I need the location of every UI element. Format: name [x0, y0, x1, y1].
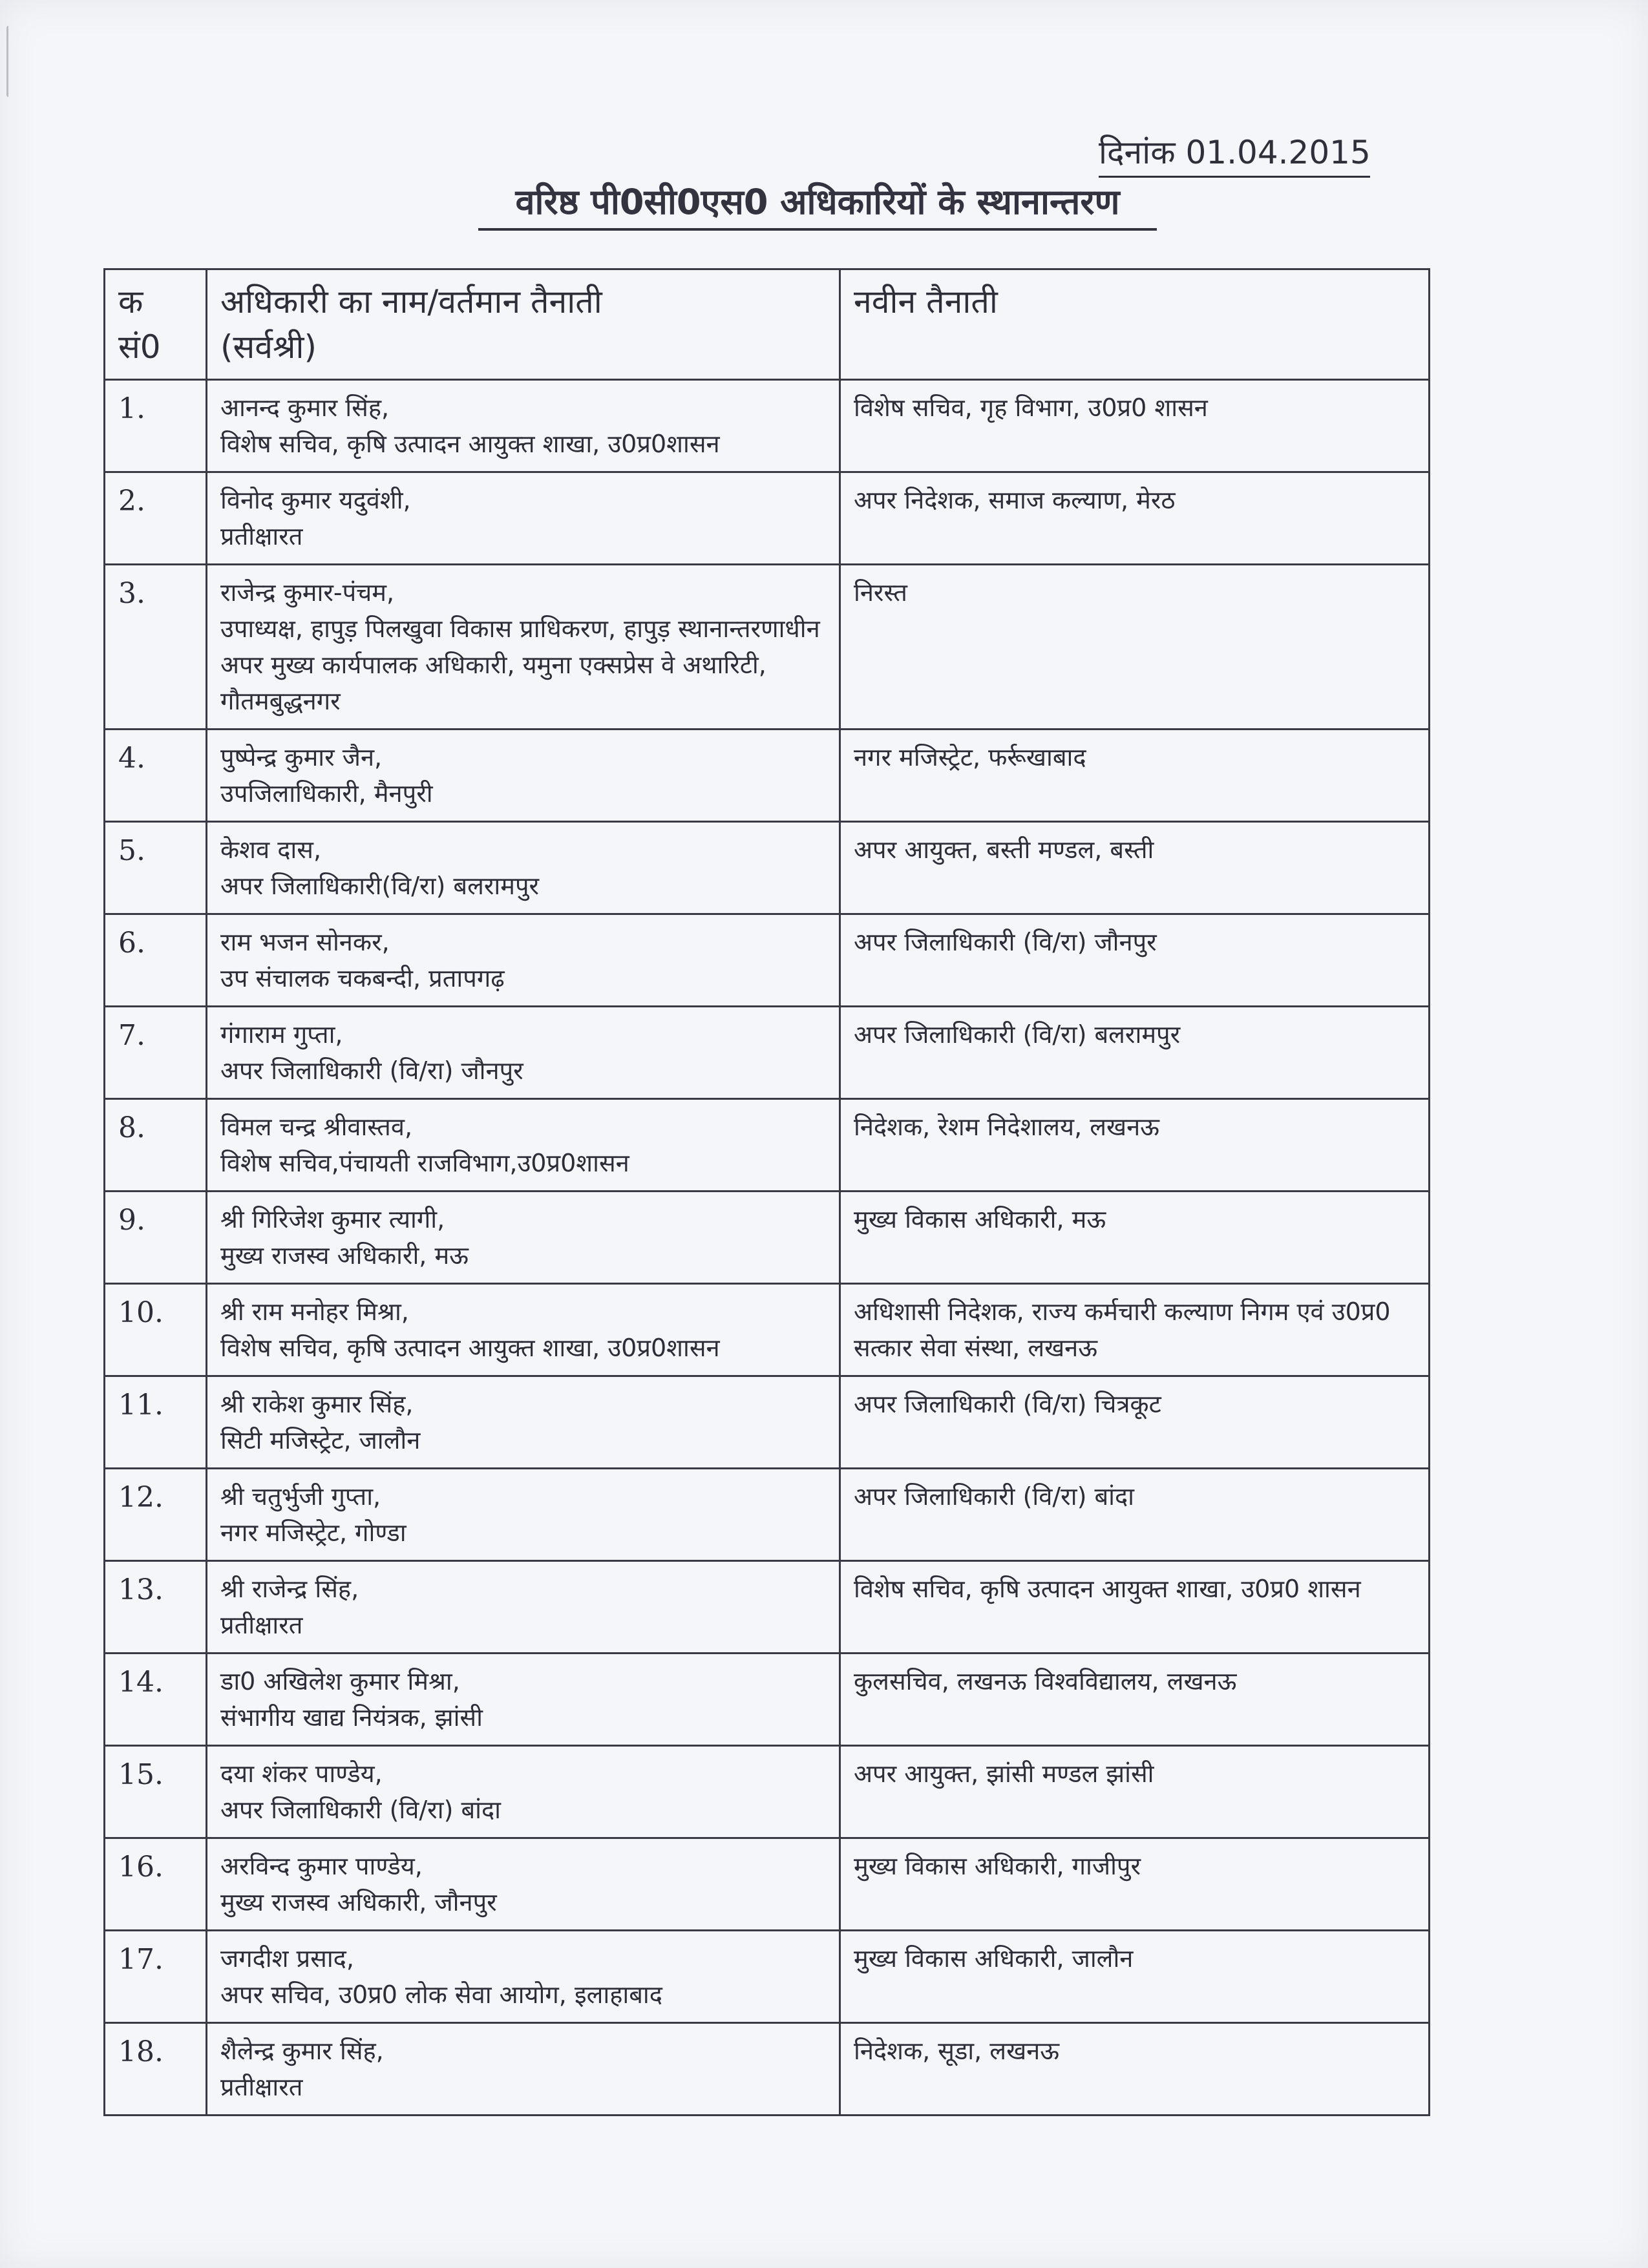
table-row: [105, 1561, 1430, 1654]
officer-cell: [207, 1099, 840, 1192]
officer-cell: [207, 472, 840, 565]
officer-cell-line: दया शंकर पाण्डेय,: [220, 1759, 383, 1788]
transfer-table: [103, 268, 1430, 2116]
officer-cell-line: श्री राम मनोहर मिश्रा,: [220, 1297, 409, 1326]
officer-cell: [207, 380, 840, 472]
officer-cell-line: पुष्पेन्द्र कुमार जैन,: [220, 743, 383, 772]
officer-cell: [207, 565, 840, 730]
officer-cell: [207, 1376, 840, 1469]
new-posting-cell-line: मुख्य विकास अधिकारी, जालौन: [854, 1944, 1134, 1973]
officer-cell-line: उपजिलाधिकारी, मैनपुरी: [220, 779, 433, 808]
serial-number-cell: 18.: [105, 2023, 207, 2116]
new-posting-cell-line: निदेशक, रेशम निदेशालय, लखनऊ: [854, 1113, 1160, 1141]
officer-cell-line: मुख्य राजस्व अधिकारी, जौनपुर: [220, 1888, 497, 1916]
officer-header-line-1: अधिकारी का नाम/वर्तमान तैनाती: [220, 283, 602, 320]
serial-header-line-2: सं0: [118, 328, 161, 366]
officer-cell-line: केशव दास,: [220, 835, 322, 864]
officer-header: [207, 269, 840, 380]
new-posting-cell-line: अपर आयुक्त, झांसी मण्डल झांसी: [854, 1759, 1154, 1788]
new-posting-cell-line: कुलसचिव, लखनऊ विश्वविद्यालय, लखनऊ: [854, 1667, 1237, 1696]
officer-cell-line: अपर जिलाधिकारी(वि/रा) बलरामपुर: [220, 872, 540, 900]
serial-number-cell: 5.: [105, 822, 207, 914]
officer-cell-line: उपाध्यक्ष, हापुड़ पिलखुवा विकास प्राधिकरण, हापुड़ स्थानान्तरणाधीन: [220, 614, 820, 643]
officer-cell-line: शैलेन्द्र कुमार सिंह,: [220, 2037, 384, 2065]
table-row: [105, 1654, 1430, 1746]
new-posting-cell-line: अपर जिलाधिकारी (वि/रा) बलरामपुर: [854, 1020, 1181, 1049]
new-posting-cell: [840, 2023, 1430, 2116]
table-row: [105, 822, 1430, 914]
new-posting-cell: [840, 1746, 1430, 1838]
new-posting-cell-line: अपर निदेशक, समाज कल्याण, मेरठ: [854, 486, 1176, 514]
new-posting-cell-line: अधिशासी निदेशक, राज्य कर्मचारी कल्याण निगम एवं उ0प्र0: [854, 1297, 1391, 1326]
officer-cell-line: विशेष सचिव, कृषि उत्पादन आयुक्त शाखा, उ0प्र0शासन: [220, 430, 720, 458]
table-row: [105, 914, 1430, 1007]
new-posting-cell-line: अपर जिलाधिकारी (वि/रा) जौनपुर: [854, 928, 1157, 956]
officer-cell: [207, 1654, 840, 1746]
table-row: [105, 1284, 1430, 1376]
new-posting-cell: [840, 1192, 1430, 1284]
officer-cell: [207, 914, 840, 1007]
table-row: [105, 1838, 1430, 1931]
new-posting-cell-line: सत्कार सेवा संस्था, लखनऊ: [854, 1334, 1098, 1362]
new-posting-cell: [840, 1561, 1430, 1654]
officer-cell-line: श्री चतुर्भुजी गुप्ता,: [220, 1482, 381, 1511]
table-row: [105, 1007, 1430, 1099]
officer-cell-line: विमल चन्द्र श्रीवास्तव,: [220, 1113, 413, 1141]
binder-hole-mark: [6, 26, 12, 97]
officer-cell-line: गौतमबुद्धनगर: [220, 687, 341, 715]
officer-cell: [207, 1192, 840, 1284]
officer-cell: [207, 730, 840, 822]
officer-cell-line: विशेष सचिव,पंचायती राजविभाग,उ0प्र0शासन: [220, 1149, 629, 1177]
new-posting-cell-line: नगर मजिस्ट्रेट, फर्रूखाबाद: [854, 743, 1086, 772]
officer-cell: [207, 1931, 840, 2023]
officer-cell-line: अपर जिलाधिकारी (वि/रा) जौनपुर: [220, 1056, 523, 1085]
new-posting-header: नवीन तैनाती: [840, 269, 1430, 380]
new-posting-cell: [840, 730, 1430, 822]
serial-number-cell: 10.: [105, 1284, 207, 1376]
new-posting-cell: [840, 1469, 1430, 1561]
serial-number-cell: 2.: [105, 472, 207, 565]
serial-number-header: [105, 269, 207, 380]
officer-cell-line: जगदीश प्रसाद,: [220, 1944, 354, 1973]
officer-cell-line: प्रतीक्षारत: [220, 522, 303, 551]
new-posting-cell-line: निदेशक, सूडा, लखनऊ: [854, 2037, 1060, 2065]
officer-cell: [207, 1838, 840, 1931]
new-posting-cell: [840, 1654, 1430, 1746]
table-row: [105, 2023, 1430, 2116]
new-posting-cell: [840, 822, 1430, 914]
table-row: [105, 1376, 1430, 1469]
officer-cell-line: संभागीय खाद्य नियंत्रक, झांसी: [220, 1703, 483, 1732]
new-posting-cell-line: विशेष सचिव, गृह विभाग, उ0प्र0 शासन: [854, 394, 1208, 422]
table-row: [105, 730, 1430, 822]
new-posting-cell: [840, 1007, 1430, 1099]
officer-cell: [207, 1007, 840, 1099]
serial-number-cell: 4.: [105, 730, 207, 822]
new-posting-cell: [840, 1838, 1430, 1931]
officer-cell-line: अरविन्द कुमार पाण्डेय,: [220, 1852, 423, 1880]
officer-cell-line: सिटी मजिस्ट्रेट, जालौन: [220, 1426, 421, 1454]
new-posting-cell: [840, 1931, 1430, 2023]
serial-number-cell: 9.: [105, 1192, 207, 1284]
officer-cell-line: श्री गिरिजेश कुमार त्यागी,: [220, 1205, 445, 1234]
new-posting-cell-line: मुख्य विकास अधिकारी, मऊ: [854, 1205, 1106, 1234]
new-posting-cell: [840, 1376, 1430, 1469]
new-posting-cell-line: अपर जिलाधिकारी (वि/रा) चित्रकूट: [854, 1390, 1161, 1418]
table-row: [105, 1469, 1430, 1561]
officer-cell-line: मुख्य राजस्व अधिकारी, मऊ: [220, 1241, 469, 1270]
serial-number-cell: 7.: [105, 1007, 207, 1099]
new-posting-cell: [840, 380, 1430, 472]
new-posting-cell: [840, 1284, 1430, 1376]
serial-number-cell: 12.: [105, 1469, 207, 1561]
table-header-row: [105, 269, 1430, 380]
officer-cell-line: आनन्द कुमार सिंह,: [220, 394, 390, 422]
table-row: [105, 1931, 1430, 2023]
officer-cell-line: प्रतीक्षारत: [220, 1611, 303, 1639]
officer-cell: [207, 822, 840, 914]
table-row: [105, 565, 1430, 730]
officer-cell: [207, 2023, 840, 2116]
officer-cell-line: राम भजन सोनकर,: [220, 928, 390, 956]
new-posting-cell-line: अपर जिलाधिकारी (वि/रा) बांदा: [854, 1482, 1135, 1511]
serial-number-cell: 6.: [105, 914, 207, 1007]
officer-cell-line: राजेन्द्र कुमार-पंचम,: [220, 578, 395, 607]
officer-header-line-2: (सर्वश्री): [220, 328, 317, 366]
new-posting-cell: [840, 1099, 1430, 1192]
officer-cell-line: विशेष सचिव, कृषि उत्पादन आयुक्त शाखा, उ0प्र0शासन: [220, 1334, 720, 1362]
new-posting-cell-line: विशेष सचिव, कृषि उत्पादन आयुक्त शाखा, उ0प्र0 शासन: [854, 1575, 1361, 1603]
new-posting-cell: [840, 565, 1430, 730]
new-posting-cell-line: मुख्य विकास अधिकारी, गाजीपुर: [854, 1852, 1141, 1880]
serial-number-cell: 1.: [105, 380, 207, 472]
table-row: [105, 1746, 1430, 1838]
officer-cell: [207, 1284, 840, 1376]
officer-cell: [207, 1746, 840, 1838]
serial-number-cell: 17.: [105, 1931, 207, 2023]
serial-header-line-1: क: [118, 283, 143, 320]
serial-number-cell: 16.: [105, 1838, 207, 1931]
officer-cell-line: अपर सचिव, उ0प्र0 लोक सेवा आयोग, इलाहाबाद: [220, 1980, 662, 2009]
new-posting-cell-line: निरस्त: [854, 578, 907, 607]
officer-cell: [207, 1561, 840, 1654]
officer-cell: [207, 1469, 840, 1561]
officer-cell-line: विनोद कुमार यदुवंशी,: [220, 486, 411, 514]
new-posting-cell-line: अपर आयुक्त, बस्ती मण्डल, बस्ती: [854, 835, 1154, 864]
officer-cell-line: अपर मुख्य कार्यपालक अधिकारी, यमुना एक्सप्रेस वे अथारिटी,: [220, 651, 766, 679]
officer-cell-line: नगर मजिस्ट्रेट, गोण्डा: [220, 1518, 407, 1547]
new-posting-cell: [840, 914, 1430, 1007]
serial-number-cell: 3.: [105, 565, 207, 730]
officer-cell-line: श्री राकेश कुमार सिंह,: [220, 1390, 414, 1418]
table-row: [105, 380, 1430, 472]
officer-cell-line: अपर जिलाधिकारी (वि/रा) बांदा: [220, 1796, 502, 1824]
serial-number-cell: 15.: [105, 1746, 207, 1838]
officer-cell-line: गंगाराम गुप्ता,: [220, 1020, 343, 1049]
table-row: [105, 1192, 1430, 1284]
serial-number-cell: 11.: [105, 1376, 207, 1469]
new-posting-cell: [840, 472, 1430, 565]
officer-cell-line: प्रतीक्षारत: [220, 2073, 303, 2101]
serial-number-cell: 8.: [105, 1099, 207, 1192]
table-row: [105, 472, 1430, 565]
document-title: वरिष्ठ पी0सी0एस0 अधिकारियों के स्थानान्तरण: [478, 176, 1157, 231]
officer-cell-line: श्री राजेन्द्र सिंह,: [220, 1575, 359, 1603]
serial-number-cell: 14.: [105, 1654, 207, 1746]
serial-number-cell: 13.: [105, 1561, 207, 1654]
officer-cell-line: उप संचालक चकबन्दी, प्रतापगढ़: [220, 964, 505, 992]
table-row: [105, 1099, 1430, 1192]
officer-cell-line: डा0 अखिलेश कुमार मिश्रा,: [220, 1667, 460, 1696]
document-date: दिनांक 01.04.2015: [1099, 129, 1370, 178]
